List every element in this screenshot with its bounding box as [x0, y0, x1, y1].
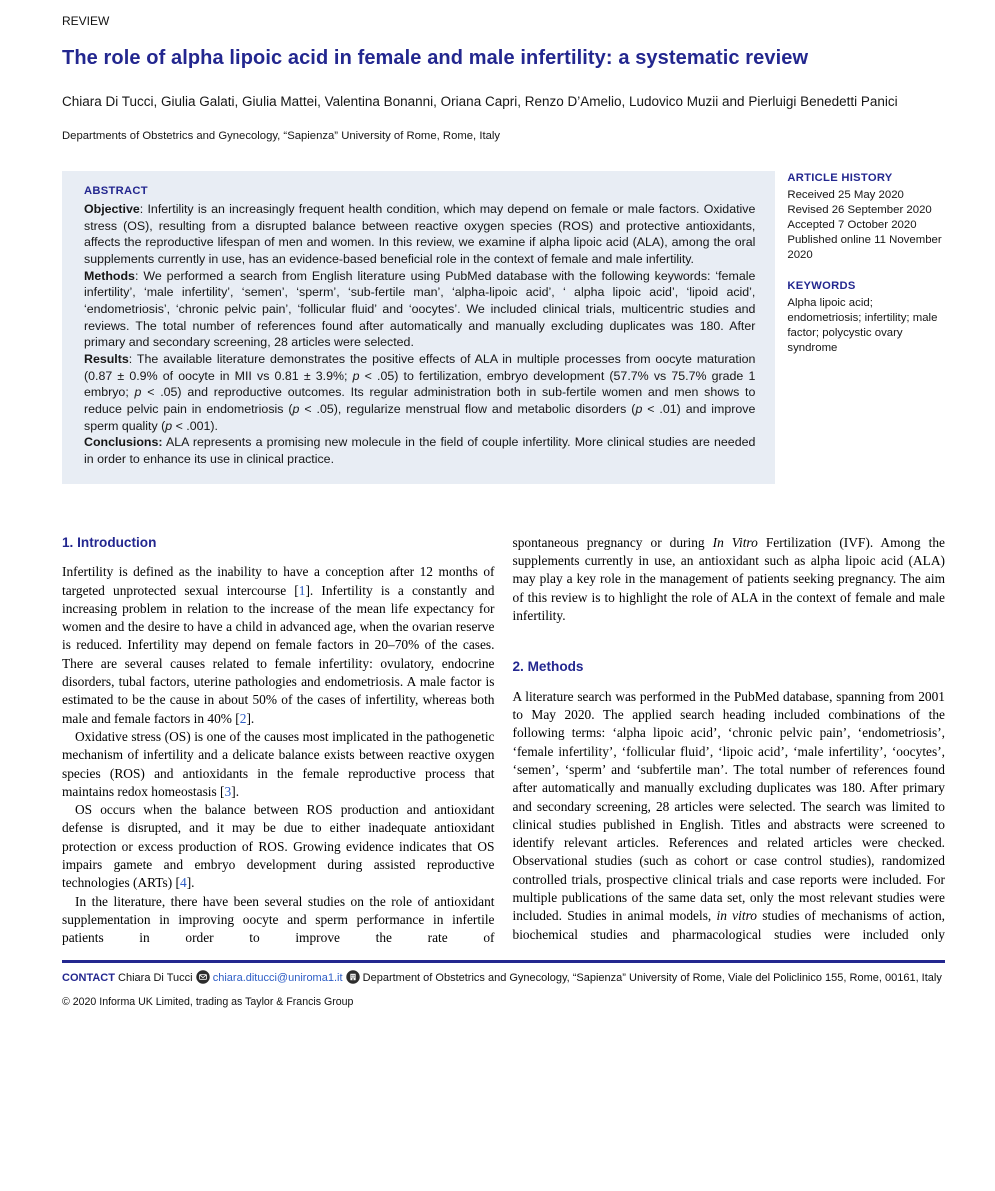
keywords-block	[787, 279, 945, 357]
contact-address: Department of Obstetrics and Gynecology, “Sapienza” University of Rome, Viale del Policlinico 155, Rome, 00161, Italy	[362, 971, 942, 984]
article-type-kicker: REVIEW	[62, 14, 110, 28]
article-info-sidebar	[787, 171, 945, 356]
body-columns	[62, 534, 945, 948]
authors-line: Chiara Di Tucci, Giulia Galati, Giulia Mattei, Valentina Bonanni, Oriana Capri, Renzo D’Amelio, Ludovico Muzii and Pierluigi Benedetti Panici	[62, 94, 898, 109]
abstract-heading: ABSTRACT	[84, 184, 148, 197]
email-link[interactable]: chiara.ditucci@uniroma1.it	[212, 971, 343, 984]
abstract-conclusions: Conclusions: ALA represents a promising new molecule in the field of couple infertility. More clinical studies are needed in order to enhance its use in clinical practice.	[84, 435, 756, 467]
footer-divider-rule	[62, 960, 945, 963]
body-paragraph: spontaneous pregnancy or during In Vitro Fertilization (IVF). Among the supplements currently in use, an antioxidant such as alpha lipoic acid (ALA) may play a key role in the management of patients seeking pregnancy. The aim of this review is to highlight the role of ALA in the context of female and male infertility.	[512, 534, 945, 623]
abstract-methods: Methods: We performed a search from English literature using PubMed database with the following keywords: ‘female infertility’, ‘male infertility’, ‘semen’, ‘sperm’, ‘sub-fertile man’, ‘alpha-lipoic acid’, ‘ alpha lipoic acid’, ‘lipoid acid’, ‘endometriosis’, ‘chronic pelvic pain’, ‘follicular fluid’ and ‘oocytes’. We included clinical trials, multicentric studies and reviews. The total number of references found after automatically and manually excluding duplicates was 180. After primary and secondary screening, 28 articles were selected.	[84, 268, 756, 350]
article-title: The role of alpha lipoic acid in female and male infertility: a systematic review	[62, 47, 809, 69]
right-column	[513, 534, 946, 948]
article-history-item: Published online 11 November 2020	[787, 234, 942, 262]
body-paragraph: Infertility is defined as the inability to have a conception after 12 months of targeted unprotected sexual intercourse [1]. Infertility is a constantly and increasing problem in relation to the increase of the mean life expectancy for women and the desire to have a child in advanced age, when the ovarian reserve is reduced. Infertility may depend on female factors in 20–70% of the cases. There are several causes related to female infertility: ovulatory, endocrine disorders, tubal factors, uterine pathologies and endometriosis. A male factor is estimated to be the cause in about 50% of the cases of infertility, whereas both male and female factors in 40% [2].	[62, 564, 495, 726]
contact-line	[62, 970, 945, 987]
left-column	[62, 534, 495, 948]
copyright-line: © 2020 Informa UK Limited, trading as Taylor & Francis Group	[62, 996, 354, 1009]
section-heading-methods: 2. Methods	[512, 659, 584, 675]
email-icon	[196, 970, 210, 984]
body-paragraph: OS occurs when the balance between ROS production and antioxidant defense is disrupted, and it may be due to either inadequate antioxidant protection or excess production of ROS. Growing evidence indicates that OS impairs gamete and embryo development during assisted reproductive technologies (ARTs) [4].	[62, 802, 495, 891]
article-history-item: Accepted 7 October 2020	[787, 219, 917, 232]
address-icon	[346, 970, 360, 984]
keywords-heading: KEYWORDS	[787, 279, 856, 292]
abstract-row	[62, 171, 945, 484]
keywords-text: Alpha lipoic acid; endometriosis; infertility; male factor; polycystic ovary syndrome	[787, 296, 938, 354]
body-paragraph: A literature search was performed in the PubMed database, spanning from 2001 to May 2020. The applied search heading included combinations of the following terms: ‘alpha lipoic acid’, ‘chronic pelvic pain’, ‘endometriosis’, ‘female infertility’, ‘follicular fluid’, ‘lipoic acid’, ‘male infertility’, ‘oocytes’, ‘semen’, ‘sperm’ and ‘subfertile man’. The total number of references found after automatically and manually excluding duplicates was 180. After primary and secondary screening, 28 articles were selected. The search was limited to clinical studies published in English. Titles and abstracts were screened to identify relevant articles. References and related articles were checked. Observational studies (such as cohort or case control studies), randomized controlled trials, prospective clinical trials and case reports were included. For multiple publications of the same data set, only the most relevant studies were included. Studies in animal models, in vitro studies of mechanisms of action, biochemical studies and pharmacological studies were included only	[512, 688, 945, 942]
abstract-objective: Objective: Infertility is an increasingly frequent health condition, which may depend on female or male factors. Oxidative stress (OS), resulting from a disrupted balance between reactive oxygen species (ROS) and protective antioxidants, affects the reproductive lifespan of men and women. In this review, we examine if alpha lipoic acid (ALA), among the oral supplements currently in use, has an evidence-based beneficial role in the context of female and male infertility.	[84, 201, 756, 266]
abstract-panel	[62, 171, 775, 484]
body-paragraph: Oxidative stress (OS) is one of the causes most implicated in the pathogenetic mechanism of infertility and a delicate balance exists between reactive oxygen species (ROS) and antioxidants in the female reproductive process that maintains redox homeostasis [3].	[62, 728, 495, 799]
contact-label: CONTACT	[62, 971, 115, 984]
body-paragraph: In the literature, there have been several studies on the role of antioxidant supplementation in improving oocyte and sperm performance in infertile patients in order to improve the rate of	[62, 893, 495, 946]
article-history-block	[787, 171, 945, 264]
section-heading-introduction: 1. Introduction	[62, 534, 157, 550]
article-history-item: Revised 26 September 2020	[787, 204, 932, 216]
contact-name: Chiara Di Tucci	[118, 971, 193, 984]
article-history-heading: ARTICLE HISTORY	[787, 171, 893, 184]
article-history-item: Received 25 May 2020	[787, 188, 904, 201]
affiliation-line: Departments of Obstetrics and Gynecology, “Sapienza” University of Rome, Rome, Italy	[62, 129, 501, 142]
abstract-results: Results: The available literature demonstrates the positive effects of ALA in multiple processes from oocyte maturation (0.87 ± 0.9% of oocyte in MII vs 0.81 ± 3.9%; p < .05) to fertilization, embryo development (57.7% vs 75.7% grade 1 embryo; p < .05) and reproductive outcomes. Its regular administration both in sub-fertile women and men shows to reduce pelvic pain in endometriosis (p < .05), regularize menstrual flow and metabolic disorders (p < .01) and improve sperm quality (p < .001).	[84, 352, 756, 433]
